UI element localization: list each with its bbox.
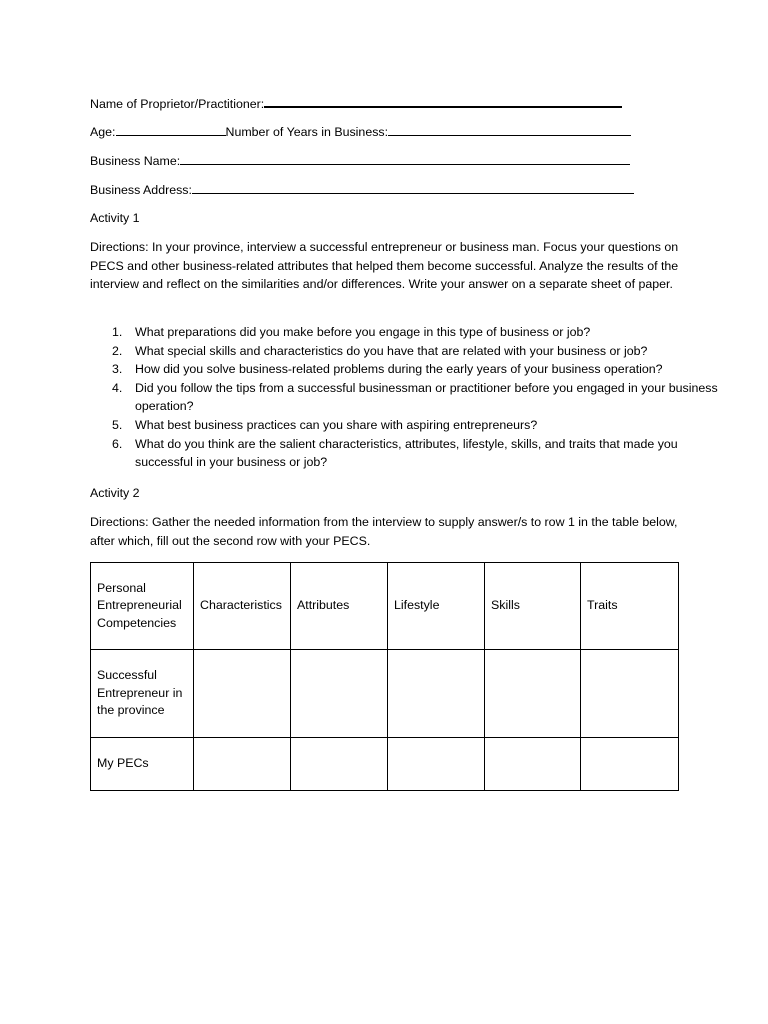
years-blank[interactable] (388, 122, 631, 136)
age-years-field (90, 122, 631, 142)
answer-cell[interactable] (388, 650, 485, 738)
header-cell-characteristics: Characteristics (194, 563, 291, 650)
activity2-title: Activity 2 (90, 486, 140, 500)
question-number: 3. (112, 362, 123, 377)
answer-cell[interactable] (194, 650, 291, 738)
question-item (112, 416, 725, 435)
question-number: 2. (112, 343, 123, 358)
business-name-label: Business Name: (90, 154, 181, 168)
activity1-title: Activity 1 (90, 211, 140, 225)
age-label: Age: (90, 125, 116, 139)
business-address-blank[interactable] (192, 180, 634, 194)
business-address-label: Business Address: (90, 183, 192, 197)
question-text: What do you think are the salient characteristics, attributes, lifestyle, skills, and traits that made you successful in your business or job? (135, 436, 678, 470)
proprietor-field (90, 93, 622, 114)
proprietor-blank[interactable] (264, 93, 622, 108)
business-address-field (90, 180, 634, 200)
answer-cell[interactable] (291, 738, 388, 791)
answer-cell[interactable] (388, 738, 485, 791)
header-cell-lifestyle: Lifestyle (388, 563, 485, 650)
question-item (112, 342, 725, 361)
header-cell-pecs: Personal Entrepreneurial Competencies (91, 563, 194, 650)
activity1-directions: Directions: In your province, interview a successful entrepreneur or business man. Focus your questions on PECS and other business-related attributes that helped them become successful. Analyze the results of the interview and reflect on the similarities and/or differences. Write your answer on a separate sheet of paper. (90, 240, 679, 292)
question-text: What special skills and characteristics do you have that are related with your business or job? (135, 343, 648, 358)
question-number: 5. (112, 417, 123, 432)
table-header-row (91, 563, 679, 650)
answer-cell[interactable] (581, 738, 679, 791)
answer-cell[interactable] (194, 738, 291, 791)
answer-cell[interactable] (291, 650, 388, 738)
question-item (112, 360, 725, 379)
business-name-blank[interactable] (180, 151, 630, 165)
business-name-field (90, 151, 630, 171)
years-label: Number of Years in Business: (225, 125, 389, 139)
proprietor-label: Name of Proprietor/Practitioner: (90, 97, 265, 111)
question-text: How did you solve business-related problems during the early years of your business operation? (135, 362, 663, 377)
activity2-directions: Directions: Gather the needed information from the interview to supply answer/s to row 1 in the table below, after which, fill out the second row with your PECS. (90, 515, 678, 548)
question-item (112, 379, 725, 416)
answer-cell[interactable] (581, 650, 679, 738)
age-blank[interactable] (116, 122, 226, 136)
row-label-my-pecs: My PECs (91, 738, 194, 791)
question-number: 4. (112, 380, 123, 395)
pecs-table (90, 562, 679, 791)
header-cell-skills: Skills (485, 563, 581, 650)
table-row (91, 738, 679, 791)
question-item (112, 435, 725, 472)
question-text: What preparations did you make before you engage in this type of business or job? (135, 325, 591, 339)
question-text: What best business practices can you share with aspiring entrepreneurs? (135, 417, 538, 432)
answer-cell[interactable] (485, 650, 581, 738)
header-cell-attributes: Attributes (291, 563, 388, 650)
table-row (91, 650, 679, 738)
row-label-successful-entrepreneur: Successful Entrepreneur in the province (91, 650, 194, 738)
question-item (112, 323, 725, 342)
header-cell-traits: Traits (581, 563, 679, 650)
question-list (90, 323, 725, 472)
question-number: 6. (112, 436, 123, 451)
question-text: Did you follow the tips from a successful businessman or practitioner before you engaged in your business operation? (135, 380, 718, 414)
answer-cell[interactable] (485, 738, 581, 791)
question-number: 1. (112, 325, 123, 339)
